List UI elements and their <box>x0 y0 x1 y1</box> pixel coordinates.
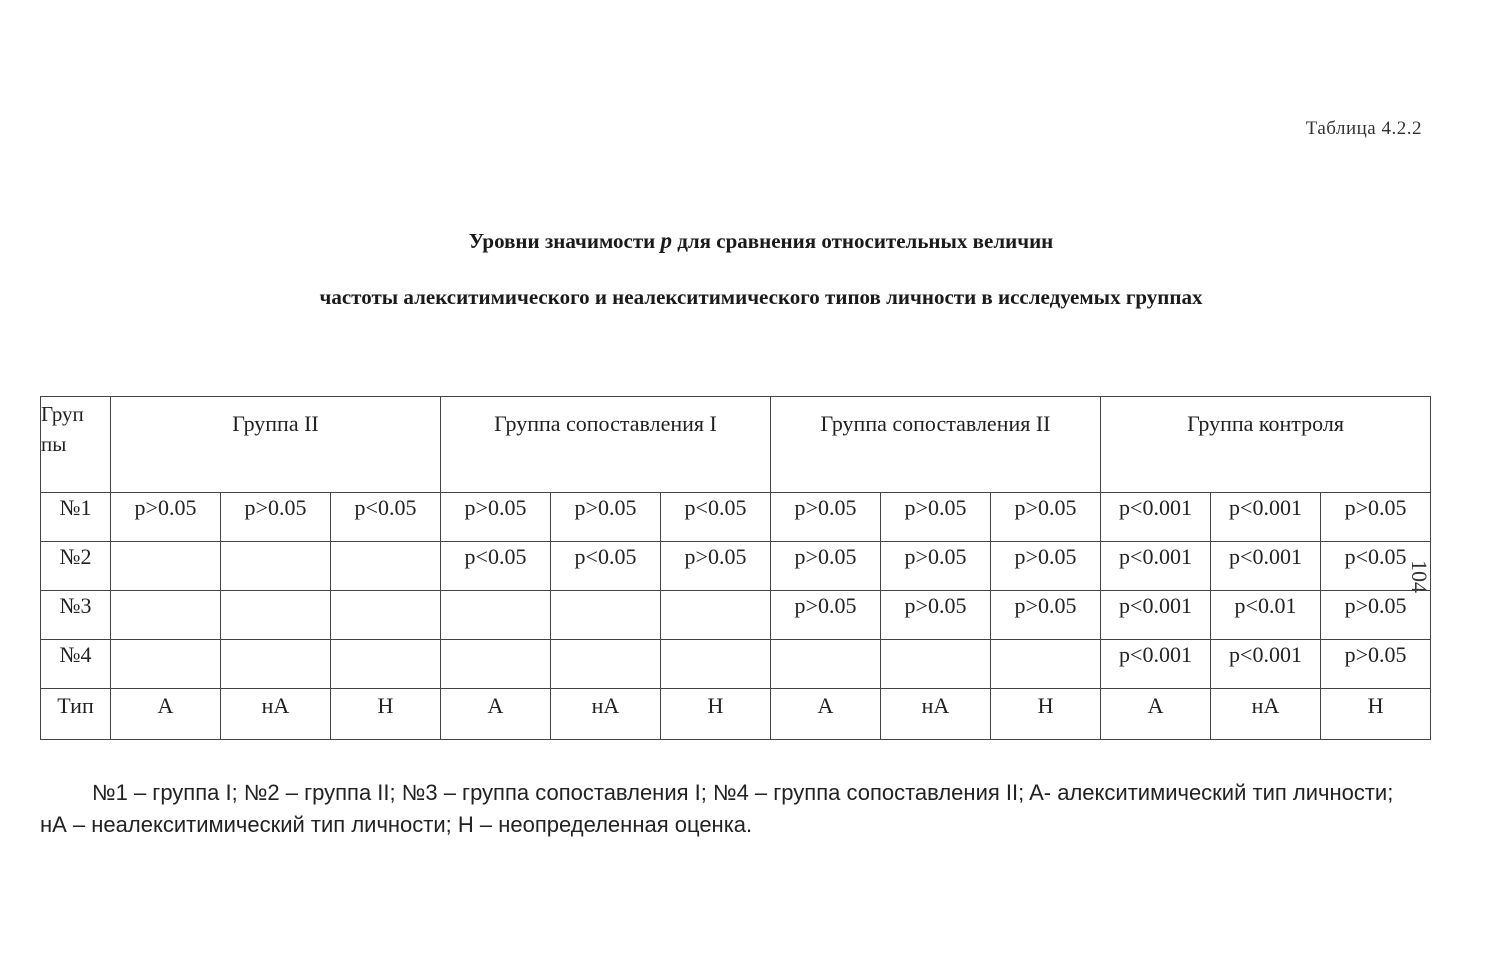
table-row <box>41 493 1431 542</box>
table-cell <box>881 640 991 689</box>
table-title-line-2: частоты алекситимического и неалекситимического типов личности в исследуемых группах <box>319 285 1203 309</box>
table-cell: p<0.001 <box>1101 542 1211 591</box>
table-cell: p>0.05 <box>1321 591 1431 640</box>
table-cell: A <box>441 689 551 740</box>
table-cell: p<0.05 <box>661 493 771 542</box>
table-cell <box>441 591 551 640</box>
header-row <box>41 397 1431 493</box>
table-row <box>41 542 1431 591</box>
table-title-line-1 <box>0 228 1492 254</box>
table-cell <box>771 640 881 689</box>
table-number-label: Таблица 4.2.2 <box>1305 118 1422 139</box>
type-row <box>41 689 1431 740</box>
table-cell: p>0.05 <box>771 591 881 640</box>
table-cell <box>551 591 661 640</box>
table-cell: A <box>771 689 881 740</box>
table-cell: p>0.05 <box>441 493 551 542</box>
row-label: №3 <box>41 591 111 640</box>
table-cell <box>111 640 221 689</box>
table-cell <box>331 542 441 591</box>
table-cell: p>0.05 <box>1321 493 1431 542</box>
table-cell: p<0.001 <box>1101 493 1211 542</box>
table-cell: p<0.05 <box>441 542 551 591</box>
table-cell: p>0.05 <box>881 542 991 591</box>
table-cell: p>0.05 <box>771 493 881 542</box>
title-suffix: для сравнения относительных величин <box>672 229 1054 253</box>
groups-corner-header: Груп пы <box>41 397 111 493</box>
table-cell <box>221 542 331 591</box>
table-cell <box>111 542 221 591</box>
table-cell <box>331 640 441 689</box>
table-cell: Н <box>661 689 771 740</box>
table-cell: A <box>1101 689 1211 740</box>
table-cell: нА <box>1211 689 1321 740</box>
table-cell: A <box>111 689 221 740</box>
table-cell: нА <box>221 689 331 740</box>
row-label: №1 <box>41 493 111 542</box>
table-cell: p<0.05 <box>1321 542 1431 591</box>
table-cell: p>0.05 <box>551 493 661 542</box>
row-label: №2 <box>41 542 111 591</box>
group-header: Группа сопоставления I <box>441 397 771 493</box>
table-cell: p<0.001 <box>1101 591 1211 640</box>
table-cell: Н <box>1321 689 1431 740</box>
table-cell: нА <box>881 689 991 740</box>
table-cell: p>0.05 <box>771 542 881 591</box>
group-header: Группа II <box>111 397 441 493</box>
title-prefix: Уровни значимости <box>468 229 661 253</box>
table-cell <box>221 640 331 689</box>
table-footnote: №1 – группа I; №2 – группа II; №3 – группа сопоставления I; №4 – группа сопоставления II; A- алекситимический тип личности; нА – неалекситимический тип личности; Н – неопределенная оценка. <box>40 780 1394 837</box>
table-cell <box>111 591 221 640</box>
table-cell: нА <box>551 689 661 740</box>
table-cell <box>441 640 551 689</box>
table-cell: p<0.001 <box>1211 493 1321 542</box>
table-cell <box>991 640 1101 689</box>
table-cell: p>0.05 <box>221 493 331 542</box>
table-cell: p>0.05 <box>1321 640 1431 689</box>
group-header: Группа контроля <box>1101 397 1431 493</box>
row-label: №4 <box>41 640 111 689</box>
table-cell: p>0.05 <box>661 542 771 591</box>
table-cell <box>661 591 771 640</box>
table-cell: p<0.05 <box>331 493 441 542</box>
table-cell: p>0.05 <box>881 493 991 542</box>
table-cell: p<0.001 <box>1101 640 1211 689</box>
table-cell: p>0.05 <box>111 493 221 542</box>
table-cell: p>0.05 <box>991 591 1101 640</box>
table-cell: p>0.05 <box>881 591 991 640</box>
table-cell <box>551 640 661 689</box>
table-cell: Н <box>331 689 441 740</box>
table-cell: p>0.05 <box>991 542 1101 591</box>
page-number: 104 <box>1407 560 1432 593</box>
significance-table <box>40 396 1431 740</box>
table-cell: p<0.001 <box>1211 542 1321 591</box>
table-row <box>41 640 1431 689</box>
row-label: Тип <box>41 689 111 740</box>
table-cell: p<0.01 <box>1211 591 1321 640</box>
group-header: Группа сопоставления II <box>771 397 1101 493</box>
table-row <box>41 591 1431 640</box>
table-cell <box>331 591 441 640</box>
title-p-symbol: p <box>660 228 673 253</box>
table-cell <box>661 640 771 689</box>
table-cell: Н <box>991 689 1101 740</box>
table-cell <box>221 591 331 640</box>
table-cell: p<0.05 <box>551 542 661 591</box>
table-cell: p>0.05 <box>991 493 1101 542</box>
table-cell: p<0.001 <box>1211 640 1321 689</box>
